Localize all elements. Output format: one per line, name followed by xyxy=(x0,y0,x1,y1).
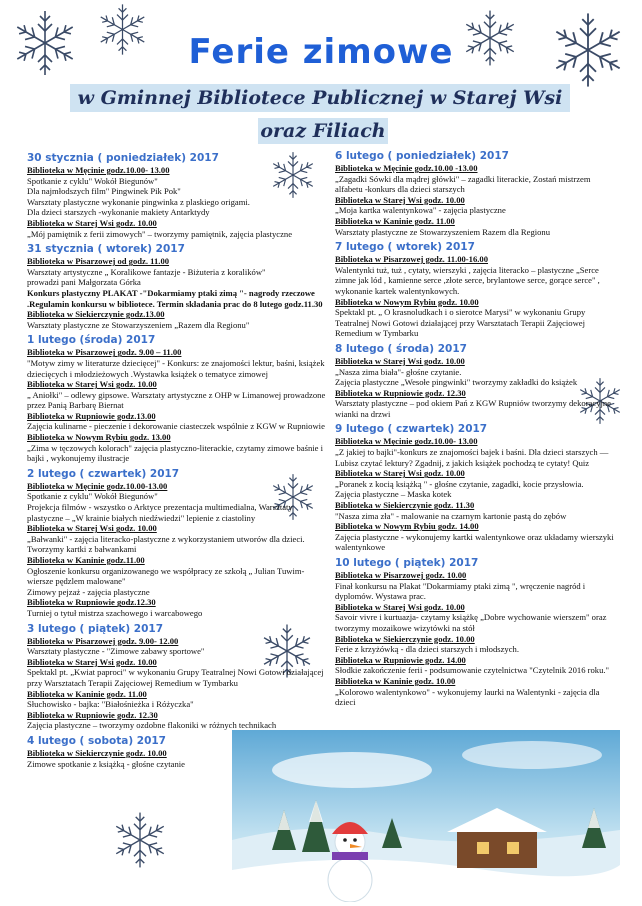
day-heading: 9 lutego ( czwartek) 2017 xyxy=(335,423,488,436)
library-location-time: Biblioteka w Pisarzowej godz. 11.00-16.00 xyxy=(335,254,489,265)
library-location-time: Biblioteka w Pisarzowej od godz. 11.00 xyxy=(27,256,170,267)
event-description: Spotkanie z cyklu" Wokół Biegunów" xyxy=(27,175,158,186)
event-description: Zimowe spotkanie z książką - głośne czytanie xyxy=(27,758,185,769)
event-description: Warsztaty artystyczne „ Koralikowe fantazje - Biżuteria z koralików" xyxy=(27,266,266,277)
event-description: Dla dzieci starszych -wykonanie makiety Antarktydy xyxy=(27,207,210,218)
event-description: Dla najmłodszych film" Pingwinek Pik Pok" xyxy=(27,186,181,197)
library-location-time: Biblioteka w Męcinie godz.10.00 -13.00 xyxy=(335,163,478,173)
event-description: Walentynki tuż, tuż , cytaty, wierszyki , zajęcia literacko – plastyczne „Serce zimne jak lód , kamienne serce ,złote serce, brylantowe serce, gorące serce" , wykonanie kartek walentynkowych. xyxy=(335,264,600,296)
day-heading: 4 lutego ( sobota) 2017 xyxy=(27,734,166,747)
library-location-time: Biblioteka w Rupniowie godz. 12.30 xyxy=(335,387,466,398)
library-location-time: Biblioteka w Starej Wsi godz. 10.00 xyxy=(27,656,157,667)
event-description: Warsztaty plastyczne – pod okiem Pań z KGW Rupniów tworzymy dekoracyjne wianki na drzwi xyxy=(335,398,611,419)
day-heading: 6 lutego ( poniedziałek) 2017 xyxy=(335,150,509,162)
event-description: „ Aniołki" – odlewy gipsowe. Warsztaty artystyczne z OHP w Limanowej prowadzone przez Panią Barbarę Biernat xyxy=(27,389,326,411)
event-description: "Nasza zima zła" - malowanie na czarnym kartonie pastą do zębów xyxy=(335,510,567,521)
event-description: Zajęcia plastyczne – Maska kotek xyxy=(335,489,452,500)
day-heading: 31 stycznia ( wtorek) 2017 xyxy=(27,243,185,256)
library-location-time: Biblioteka w Kaninie godz. 11.00 xyxy=(27,688,147,699)
event-description: „Moja kartka walentynkowa" - zajęcia plastyczne xyxy=(335,205,506,216)
event-description: Warsztaty plastyczne ze Stowarzyszeniem Razem dla Regionu xyxy=(335,226,551,237)
schedule-left-column xyxy=(27,148,327,769)
event-description: „Kolorowo walentynkowo" - wykonujemy laurki na Walentynki - zajęcia dla dzieci xyxy=(335,686,600,708)
snowflake-icon xyxy=(110,810,170,870)
library-location-time: Biblioteka w Pisarzowej godz. 9.00- 12.00 xyxy=(27,635,179,646)
event-description: Zajęcia plastyczne „Wesołe pingwinki" tworzymy zakładki do książek xyxy=(335,377,578,388)
library-location-time: Biblioteka w Rupniowie godz. 12.30 xyxy=(27,709,158,720)
event-description: prowadzi pani Małgorzata Górka xyxy=(27,277,141,288)
event-description: Spektakl pt. „Kwiat paproci" w wykonaniu Grupy Teatralnej Nowi Gotowi działającej przy Warsztatach Terapii Zajęciowej Remedium w Tymbarku xyxy=(27,667,324,688)
schedule-right-column xyxy=(335,146,620,708)
event-description: „Z jakiej to bajki"-konkurs ze znajomości bajek i baśni. Dla dzieci starszych — Lubisz czytać lektury? Zgadnij, z jakich książek pochodzą te cytaty! Quiz xyxy=(335,447,609,468)
event-description: Ogłoszenie konkursu organizowanego we współpracy ze szkołą „ Julian Tuwim- wiersze pędzlem malowane" xyxy=(27,565,305,587)
event-description: Zajęcia kulinarne - pieczenie i dekorowanie ciasteczek wspólnie z KGW w Rupniowie xyxy=(27,421,325,432)
event-description: "Motyw zimy w literaturze dziecięcej" - Konkurs: ze znajomości lektur, baśni, książek dziecięcych i młodzieżowych .Wystawka książek o tematyce zimowej xyxy=(27,357,325,379)
day-heading: 10 lutego ( piątek) 2017 xyxy=(335,557,479,569)
event-description: Zajęcia plastyczne – tworzymy ozdobne flakoniki w różnych technikach xyxy=(27,720,277,731)
library-location-time: Biblioteka w Rupniowie godz.13.00 xyxy=(27,410,156,421)
event-description: Savoir vivre i kurtuazja- czytamy książkę „Dobre wychowanie wierszem" oraz tworzymy mozaikowe wizytówki na stół xyxy=(335,612,607,633)
snowflake-icon xyxy=(548,10,628,90)
event-description: Słuchowisko - bajka: "Białośnieżka i Różyczka" xyxy=(27,699,194,710)
day-heading: 8 lutego ( środa) 2017 xyxy=(335,342,467,355)
event-description: Konkurs plastyczny PLAKAT -"Dokarmiamy ptaki zimą "- nagrody rzeczowe .Regulamin konkursu w bibliotece. Termin składania prac do 8 lutego godz.11.30 xyxy=(27,287,323,309)
event-description: „Bałwanki" - zajęcia literacko-plastyczne z wykorzystaniem utworów dla dzieci. Tworzymy kartki z bałwankami xyxy=(27,533,305,555)
library-location-time: Biblioteka w Siekierczynie godz. 10.00 xyxy=(335,633,475,644)
library-location-time: Biblioteka w Kaninie godz. 10.00 xyxy=(335,675,456,686)
snowflake-icon xyxy=(95,2,150,57)
day-heading: 3 lutego ( piątek) 2017 xyxy=(27,622,164,635)
library-location-time: Biblioteka w Rupniowie godz.12.30 xyxy=(27,597,156,608)
snowflake-icon xyxy=(460,8,520,68)
event-description: Spotkanie z cyklu" Wokół Biegunów" xyxy=(27,491,158,502)
event-description: „Mój pamiętnik z ferii zimowych" – tworzymy pamiętnik, zajęcia plastyczne xyxy=(27,228,293,239)
library-location-time: Biblioteka w Starej Wsi godz. 10.00 xyxy=(335,194,465,205)
event-description: Warsztaty plastyczne wykonanie pingwinka z plaskiego origami. xyxy=(27,196,250,207)
library-location-time: Biblioteka w Kaninie godz. 11.00 xyxy=(335,215,455,226)
library-location-time: Biblioteka w Starej Wsi godz. 10.00 xyxy=(27,379,157,390)
event-description: Warsztaty plastyczne - "Zimowe zabawy sportowe" xyxy=(27,646,205,657)
library-location-time: Biblioteka w Pisarzowej godz. 9.00 – 11.00 xyxy=(27,347,182,358)
event-description: Warsztaty plastyczne ze Stowarzyszeniem „Razem dla Regionu" xyxy=(27,319,250,330)
library-location-time: Biblioteka w Starej Wsi godz. 10.00 xyxy=(27,217,157,228)
event-description: Spektakl pt. „ O krasnoludkach i o sierotce Marysi" w wykonaniu Grupy Teatralnej Nowi Gotowi działającej przy Warsztatach Terapii Zajęciowej Remedium w Tymbarku xyxy=(335,307,586,339)
library-location-time: Biblioteka w Męcinie godz.10.00- 13.00 xyxy=(335,436,478,447)
library-location-time: Biblioteka w Męcinie godz.10.00-13.00 xyxy=(27,480,168,491)
snowflake-icon xyxy=(10,8,80,78)
library-location-time: Biblioteka w Starej Wsi godz. 10.00 xyxy=(335,355,465,366)
library-location-time: Biblioteka w Nowym Rybiu godz. 14.00 xyxy=(335,521,479,532)
page-subtitle: w Gminnej Bibliotece Publicznej w Starej Wsi xyxy=(70,84,570,112)
event-description: Ferie z krzyżówką - dla dzieci starszych i młodszych. xyxy=(335,644,519,655)
library-location-time: Biblioteka w Starej Wsi godz. 10.00 xyxy=(27,523,157,534)
library-location-time: Biblioteka w Starej Wsi godz. 10.00 xyxy=(335,468,465,479)
library-location-time: Biblioteka w Kaninie godz.11.00 xyxy=(27,555,145,565)
event-description: „Poranek z kocią książką " - głośne czytanie, zagadki, kocie przysłowia. xyxy=(335,478,584,489)
event-description: „Zagadki Sówki dla mądrej główki" – zagadki literackie, Zostań mistrzem alfabetu -konkurs dla dzieci starszych xyxy=(335,173,591,195)
event-description: Słodkie zakończenie ferii - podsumowanie czytelnictwa "Czytelnik 2016 roku." xyxy=(335,665,610,676)
library-location-time: Biblioteka w Starej Wsi godz. 10.00 xyxy=(335,601,465,612)
day-heading: 7 lutego ( wtorek) 2017 xyxy=(335,241,475,254)
winter-scene-illustration xyxy=(232,730,620,902)
library-location-time: Biblioteka w Męcinie godz.10.00- 13.00 xyxy=(27,165,170,175)
page-title: Ferie zimowe xyxy=(188,32,454,72)
event-description: „Nasza zima biała"- głośne czytanie. xyxy=(335,366,462,377)
page-subtitle-branches: oraz Filiach xyxy=(258,118,388,144)
library-location-time: Biblioteka w Nowym Rybiu godz. 10.00 xyxy=(335,296,479,307)
event-description: Turniej o tytuł mistrza szachowego i warcabowego xyxy=(27,607,203,618)
library-location-time: Biblioteka w Nowym Rybiu godz. 13.00 xyxy=(27,432,171,443)
library-location-time: Biblioteka w Siekierczynie godz.13.00 xyxy=(27,309,165,320)
event-description: Projekcja filmów - wszystko o Arktyce prezentacja multimedialna, Warsztaty plastyczne – „W krainie białych niedźwiedzi" lepienie z ciastoliny xyxy=(27,502,293,523)
event-description: Zajęcia plastyczne - wykonujemy kartki walentynkowe oraz układamy wierszyki walentynkowe xyxy=(335,531,614,553)
event-description: „Zima w tęczowych kolorach" zajęcia plastyczno-literackie, czytamy zimowe baśnie i bajki , wykonujemy ilustracje xyxy=(27,442,324,464)
library-location-time: Biblioteka w Siekierczynie godz. 10.00 xyxy=(27,747,167,758)
event-description: Zimowy pejzaż - zajęcia plastyczne xyxy=(27,586,150,597)
event-description: Finał konkursu na Plakat "Dokarmiamy ptaki zimą ", wręczenie nagród i dyplomów. Wystawa prac. xyxy=(335,580,586,602)
day-heading: 2 lutego ( czwartek) 2017 xyxy=(27,467,180,480)
library-location-time: Biblioteka w Rupniowie godz. 14.00 xyxy=(335,654,466,665)
library-location-time: Biblioteka w Siekierczynie godz. 11.30 xyxy=(335,500,475,511)
library-location-time: Biblioteka w Pisarzowej godz. 10.00 xyxy=(335,570,467,580)
day-heading: 1 lutego (środa) 2017 xyxy=(27,334,156,347)
day-heading: 30 stycznia ( poniedziałek) 2017 xyxy=(27,152,219,164)
